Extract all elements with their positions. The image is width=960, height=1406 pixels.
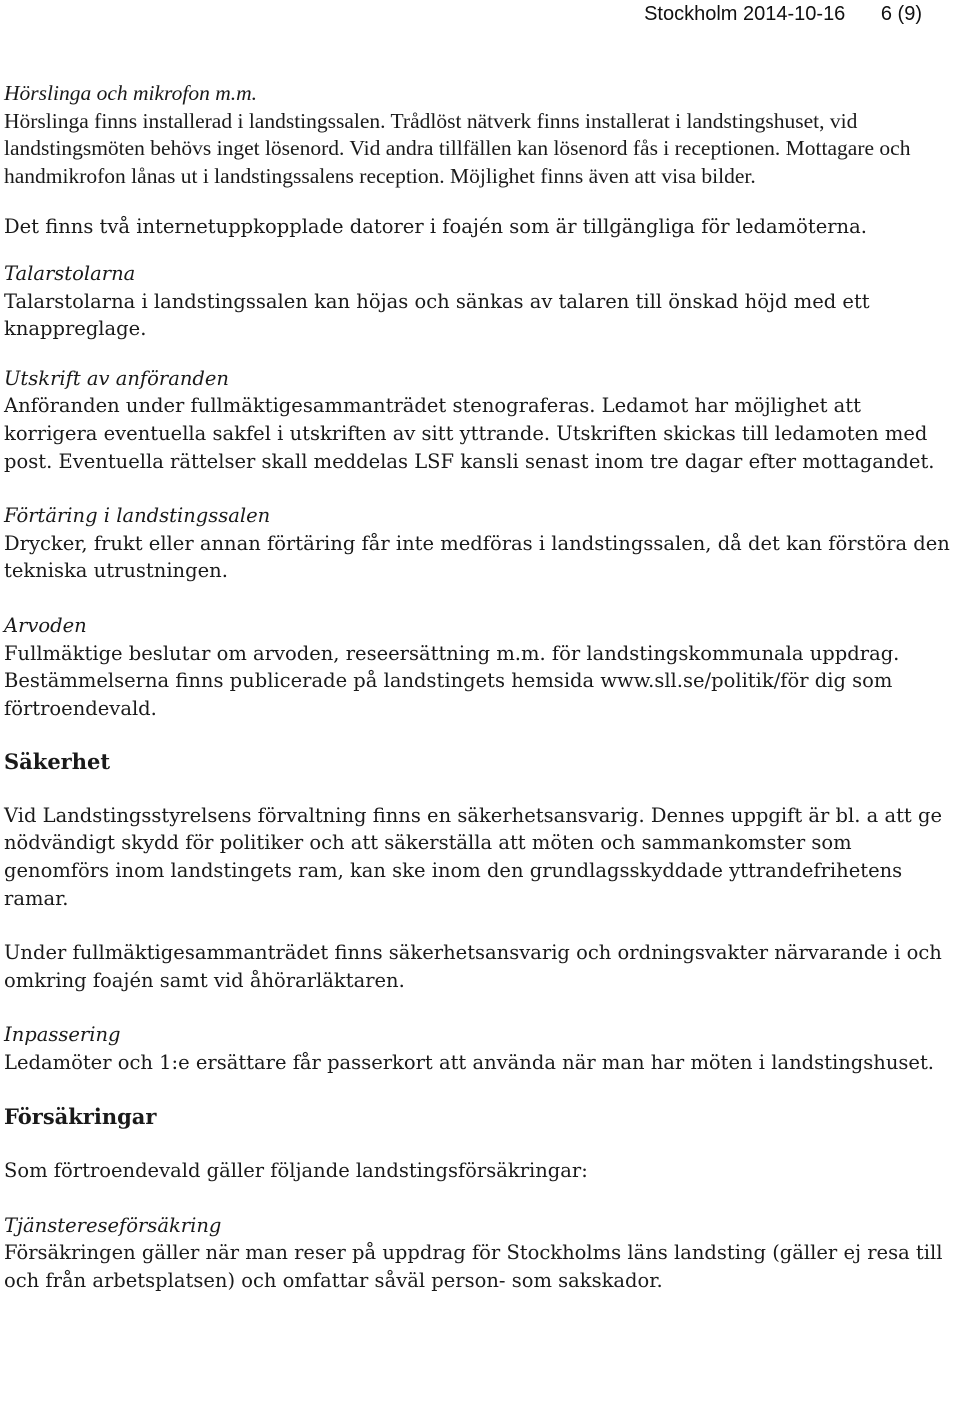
section-tjanstereseforsakring [4, 1212, 960, 1295]
paragraph-fortaring: Drycker, frukt eller annan förtäring får inte medföras i landstingssalen, då det kan förstöra den tekniska utrustningen. [4, 531, 950, 583]
header-location-date: Stockholm 2014-10-16 [644, 3, 846, 25]
document-body [4, 80, 960, 1295]
header-page-number: 6 (9) [880, 3, 922, 25]
section-inpassering [4, 1021, 960, 1076]
page-header [644, 0, 922, 28]
section-sakerhet [4, 748, 960, 776]
heading-inpassering: Inpassering [4, 1023, 121, 1047]
section-forsakringar-intro [4, 1157, 960, 1185]
paragraph-tjanstereseforsakring: Försäkringen gäller när man reser på uppdrag för Stockholms läns landsting (gäller ej resa till och från arbetsplatsen) och omfattar såväl person- som sakskador. [4, 1241, 943, 1292]
paragraph-utskrift: Anföranden under fullmäktigesammanträdet stenograferas. Ledamot har möjlighet att korrigera eventuella sakfel i utskriften av sitt yttrande. Utskriften skickas till ledamoten med post. Eventuella rättelser skall meddelas LSF kansli senast inom tre dagar efter mottagandet. [4, 394, 935, 473]
section-sakerhet-body2 [4, 939, 960, 994]
heading-sakerhet: Säkerhet [4, 749, 111, 775]
paragraph-inpassering: Ledamöter och 1:e ersättare får passerkort att använda när man har möten i landstingshuset. [4, 1051, 934, 1075]
section-talarstolarna [4, 260, 960, 343]
paragraph-talarstolarna: Talarstolarna i landstingssalen kan höjas och sänkas av talaren till önskad höjd med ett knappreglage. [4, 289, 870, 341]
heading-horslinga: Hörslinga och mikrofon m.m. [4, 81, 258, 105]
paragraph-forsakringar: Som förtroendevald gäller följande landstingsförsäkringar: [4, 1159, 588, 1183]
section-arvoden [4, 612, 960, 722]
heading-arvoden: Arvoden [4, 613, 87, 637]
section-datorer [4, 213, 960, 241]
paragraph-sakerhet-1: Vid Landstingsstyrelsens förvaltning finns en säkerhetsansvarig. Dennes uppgift är bl. a att ge nödvändigt skydd för politiker och att säkerställa att möten och sammankomster som genomförs inom landstingets ram, kan ske inom den grundlagsskyddade yttrandefrihetens ramar. [4, 803, 942, 910]
paragraph-sakerhet-2: Under fullmäktigesammanträdet finns säkerhetsansvarig och ordningsvakter närvarande i och omkring foajén samt vid åhörarläktaren. [4, 941, 942, 992]
paragraph-horslinga: Hörslinga finns installerad i landstingssalen. Trådlöst nätverk finns installerat i landstingshuset, vid landstingsmöten behövs inget lösenord. Vid andra tillfällen kan lösenord fås i receptionen. Mottagare och handmikrofon lånas ut i landstingssalens reception. Möjlighet finns även att visa bilder. [4, 108, 911, 188]
paragraph-datorer: Det finns två internetuppkopplade datorer i foajén som är tillgängliga för ledamöterna. [4, 215, 867, 239]
heading-fortaring: Förtäring i landstingssalen [4, 504, 271, 528]
heading-forsakringar: Försäkringar [4, 1103, 157, 1129]
section-utskrift [4, 365, 960, 475]
heading-utskrift: Utskrift av anföranden [4, 366, 229, 390]
heading-talarstolarna: Talarstolarna [4, 261, 136, 285]
section-fortaring [4, 502, 960, 585]
section-horslinga [4, 80, 960, 190]
section-sakerhet-body1 [4, 802, 960, 912]
paragraph-arvoden: Fullmäktige beslutar om arvoden, reseersättning m.m. för landstingskommunala uppdrag. Bestämmelserna finns publicerade på landstingets hemsida www.sll.se/politik/för dig som förtroendevald. [4, 641, 900, 720]
section-forsakringar [4, 1103, 960, 1131]
heading-tjanstereseforsakring: Tjänstereseförsäkring [4, 1213, 222, 1237]
